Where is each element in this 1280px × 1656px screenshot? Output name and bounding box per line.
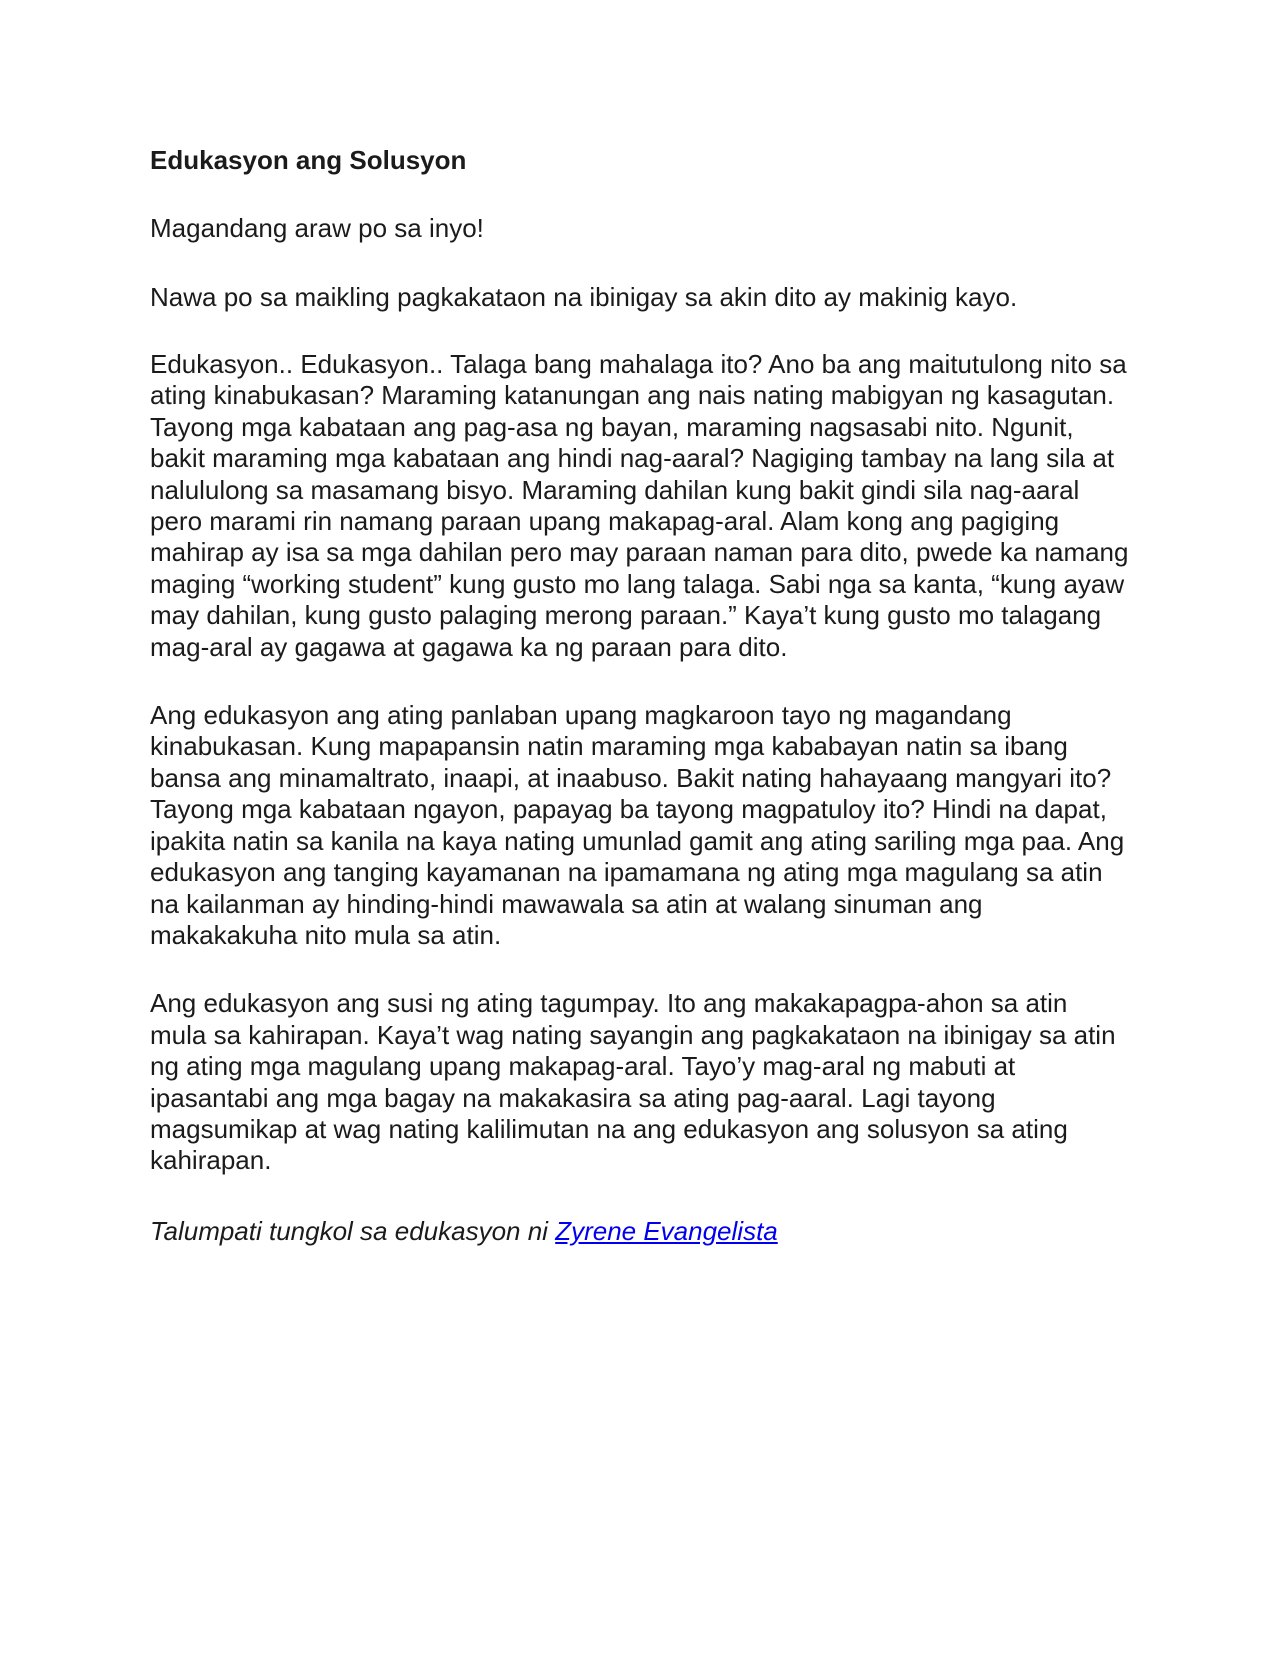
- author-credit: [150, 1214, 1130, 1248]
- document-page: [150, 143, 1130, 1248]
- author-link[interactable]: Zyrene Evangelista: [555, 1215, 778, 1246]
- body-paragraph-1: Edukasyon.. Edukasyon.. Talaga bang mahalaga ito? Ano ba ang maitutulong nito sa ating kinabukasan? Maraming katanungan ang nais nating mabigyan ng kasagutan. Tayong mga kabataan ang pag-asa ng bayan, maraming nagsasabi nito. Ngunit, bakit maraming mga kabataan ang hindi nag-aaral? Nagiging tambay na lang sila at nalululong sa masamang bisyo. Maraming dahilan kung bakit gindi sila nag-aaral pero marami rin namang paraan upang makapag-aral. Alam kong ang pagiging mahirap ay isa sa mga dahilan pero may paraan naman para dito, pwede ka namang maging “working student” kung gusto mo lang talaga. Sabi nga sa kanta, “kung ayaw may dahilan, kung gusto palaging merong paraan.” Kaya’t kung gusto mo talagang mag-aral ay gagawa at gagawa ka ng paraan para dito.: [150, 349, 1129, 662]
- greeting-paragraph: Magandang araw po sa inyo!: [150, 213, 484, 243]
- intro-paragraph: Nawa po sa maikling pagkakataon na ibinigay sa akin dito ay makinig kayo.: [150, 282, 1018, 312]
- body-paragraph-3: Ang edukasyon ang susi ng ating tagumpay. Ito ang makakapagpa-ahon sa atin mula sa kahirapan. Kaya’t wag nating sayangin ang pagkakataon na ibinigay sa atin ng ating mga magulang upang makapag-aral. Tayo’y mag-aral ng mabuti at ipasantabi ang mga bagay na makakasira sa ating pag-aaral. Lagi tayong magsumikap at wag nating kalilimutan na ang edukasyon ang solusyon sa ating kahirapan.: [150, 988, 1116, 1176]
- credit-text: Talumpati tungkol sa edukasyon ni: [150, 1215, 556, 1246]
- body-paragraph-2: Ang edukasyon ang ating panlaban upang magkaroon tayo ng magandang kinabukasan. Kung mapapansin natin maraming mga kababayan natin sa ibang bansa ang minamaltrato, inaapi, at inaabuso. Bakit nating hahayaang mangyari ito? Tayong mga kabataan ngayon, papayag ba tayong magpatuloy ito? Hindi na dapat, ipakita natin sa kanila na kaya nating umunlad gamit ang ating sariling mga paa. Ang edukasyon ang tanging kayamanan na ipamamana ng ating mga magulang sa atin na kailanman ay hinding-hindi mawawala sa atin at walang sinuman ang makakakuha nito mula sa atin.: [150, 700, 1125, 950]
- document-title: Edukasyon ang Solusyon: [150, 145, 467, 175]
